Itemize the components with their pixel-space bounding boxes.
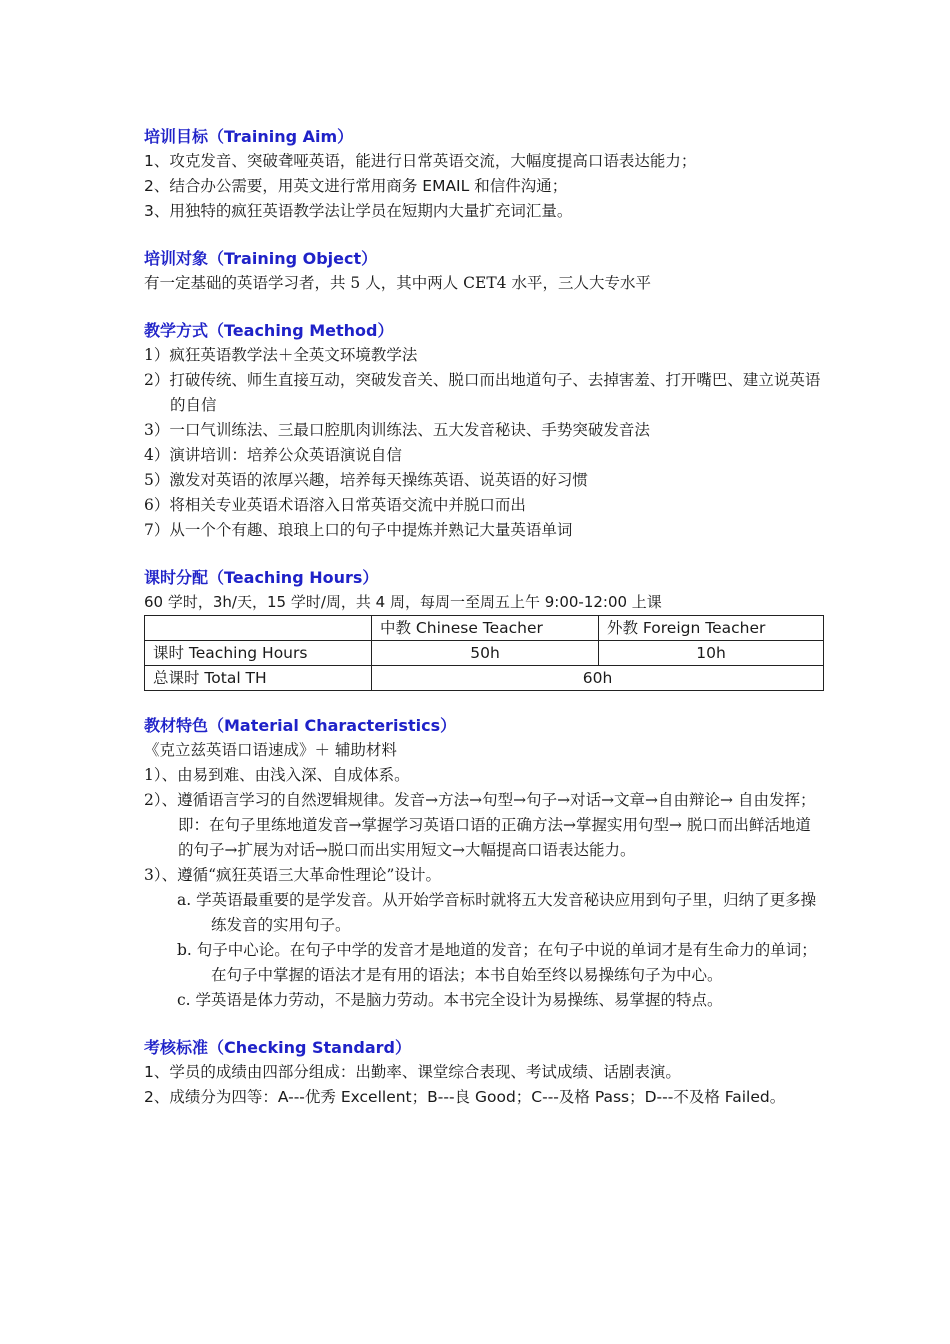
section-training-object — [144, 246, 824, 296]
material-sub-item: c. 学英语是体力劳动，不是脑力劳动。本书完全设计为易操练、易掌握的特点。 — [177, 991, 723, 1009]
heading-checking: 考核标准（Checking Standard） — [144, 1038, 411, 1057]
method-item: 1）疯狂英语教学法＋全英文环境教学法 — [144, 346, 418, 364]
hours-table — [144, 615, 824, 691]
heading-material: 教材特色（Material Characteristics） — [144, 716, 457, 735]
checking-item: 1、学员的成绩由四部分组成：出勤率、课堂综合表现、考试成绩、话剧表演。 — [144, 1063, 681, 1081]
table-cell: 总课时 Total TH — [145, 666, 372, 691]
checking-item: 2、成绩分为四等：A---优秀 Excellent；B---良 Good；C---及格 Pass；D---不及格 Failed。 — [144, 1088, 786, 1106]
table-cell: 10h — [599, 641, 824, 666]
aim-item: 1、攻克发音、突破聋哑英语，能进行日常英语交流，大幅度提高口语表达能力； — [144, 152, 697, 170]
table-row — [145, 641, 824, 666]
section-training-aim — [144, 124, 824, 224]
aim-item: 2、结合办公需要，用英文进行常用商务 EMAIL 和信件沟通； — [144, 177, 568, 195]
section-teaching-method — [144, 318, 824, 543]
material-item: 1）、由易到难、由浅入深、自成体系。 — [144, 766, 410, 784]
section-checking — [144, 1035, 824, 1110]
table-cell: 外教 Foreign Teacher — [599, 616, 824, 641]
table-cell: 课时 Teaching Hours — [145, 641, 372, 666]
table-cell: 中教 Chinese Teacher — [372, 616, 599, 641]
material-item: 3）、遵循“疯狂英语三大革命性理论”设计。 — [144, 866, 441, 884]
heading-teaching-hours: 课时分配（Teaching Hours） — [144, 568, 379, 587]
material-book: 《克立兹英语口语速成》＋ 辅助材料 — [144, 741, 397, 759]
table-header-row — [145, 616, 824, 641]
heading-training-aim: 培训目标（Training Aim） — [144, 127, 354, 146]
method-item: 3）一口气训练法、三最口腔肌肉训练法、五大发音秘诀、手势突破发音法 — [144, 421, 650, 439]
object-text: 有一定基础的英语学习者，共 5 人，其中两人 CET4 水平，三人大专水平 — [144, 274, 651, 292]
section-material — [144, 713, 824, 1013]
method-item: 7）从一个个有趣、琅琅上口的句子中提炼并熟记大量英语单词 — [144, 521, 573, 539]
method-item: 2）打破传统、师生直接互动，突破发音关、脱口而出地道句子、去掉害羞、打开嘴巴、建立说英语的自信 — [144, 371, 821, 414]
method-item: 5）激发对英语的浓厚兴趣，培养每天操练英语、说英语的好习惯 — [144, 471, 588, 489]
hours-intro: 60 学时，3h/天，15 学时/周，共 4 周，每周一至周五上午 9:00-12:00 上课 — [144, 593, 662, 611]
table-cell: 60h — [372, 666, 824, 691]
table-cell: 50h — [372, 641, 599, 666]
material-item: 2）、遵循语言学习的自然逻辑规律。发音→方法→句型→句子→对话→文章→自由辩论→ 自由发挥；即：在句子里练地道发音→掌握学习英语口语的正确方法→掌握实用句型→ 脱口而出鲜活地道的句子→扩展为对话→脱口而出实用短文→大幅提高口语表达能力。 — [144, 791, 816, 859]
table-row — [145, 666, 824, 691]
section-teaching-hours — [144, 565, 824, 691]
material-sub-item: a. 学英语最重要的是学发音。从开始学音标时就将五大发音秘诀应用到句子里，归纳了更多操练发音的实用句子。 — [177, 891, 817, 934]
table-cell — [145, 616, 372, 641]
document-body — [144, 124, 824, 1132]
method-item: 4）演讲培训：培养公众英语演说自信 — [144, 446, 402, 464]
material-sub-item: b. 句子中心论。在句子中学的发音才是地道的发音；在句子中说的单词才是有生命力的单词；在句子中掌握的语法才是有用的语法；本书自始至终以易操练句子为中心。 — [177, 941, 817, 984]
method-item: 6）将相关专业英语术语溶入日常英语交流中并脱口而出 — [144, 496, 526, 514]
heading-teaching-method: 教学方式（Teaching Method） — [144, 321, 394, 340]
heading-training-object: 培训对象（Training Object） — [144, 249, 378, 268]
aim-item: 3、用独特的疯狂英语教学法让学员在短期内大量扩充词汇量。 — [144, 202, 573, 220]
